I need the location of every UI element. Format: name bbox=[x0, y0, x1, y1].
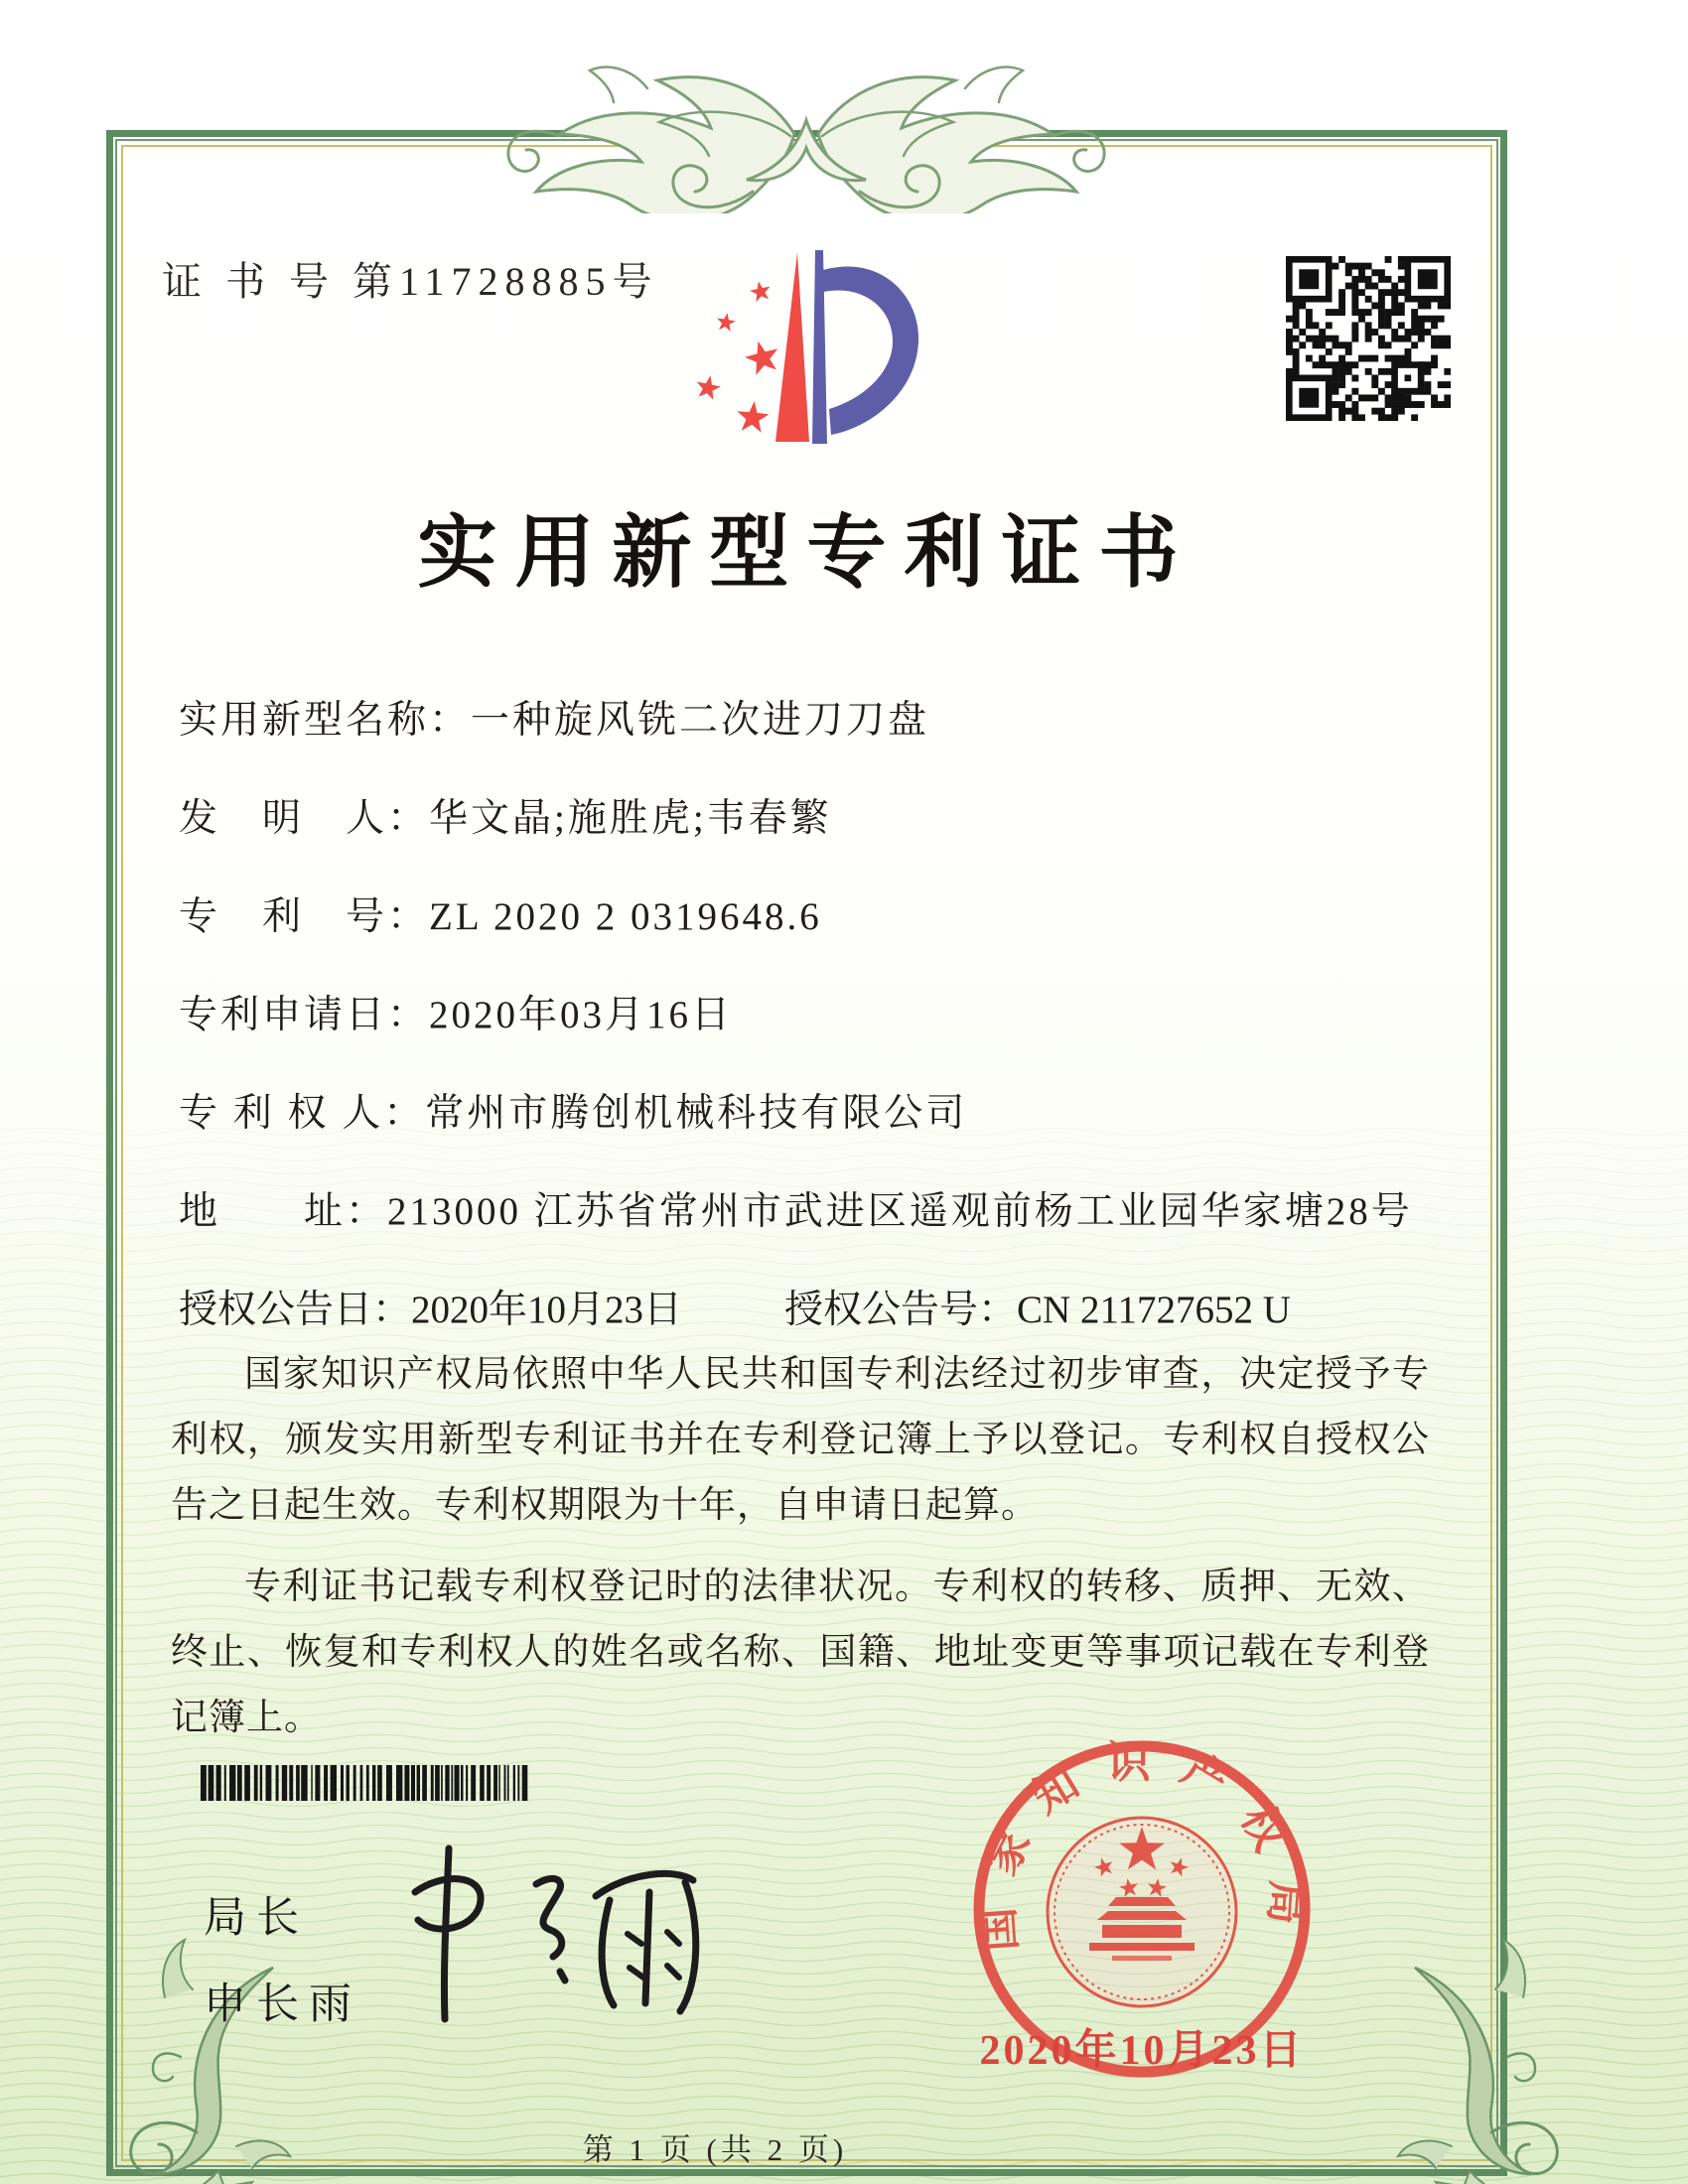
cnipa-patent-logo-icon bbox=[682, 246, 928, 463]
field-row-name bbox=[179, 689, 1450, 787]
field-value: 一种旋风铣二次进刀刀盘 bbox=[471, 699, 930, 742]
field-value: 2020年03月16日 bbox=[429, 994, 734, 1036]
qr-code bbox=[1286, 256, 1451, 421]
field-value: 213000 江苏省常州市武进区遥观前杨工业园华家塘28号 bbox=[387, 1190, 1413, 1233]
field-row-patent-number bbox=[179, 886, 1450, 984]
field-row-inventors bbox=[179, 787, 1450, 886]
seal-ring-text: 国家知识产权局 bbox=[971, 1738, 1313, 1954]
field-list bbox=[179, 689, 1450, 1377]
field-row-address bbox=[179, 1180, 1450, 1279]
seal-date: 2020年10月23日 bbox=[979, 2028, 1305, 2074]
page-title: 实用新型专利证书 bbox=[417, 510, 1196, 598]
field-label: 专利申请日： bbox=[179, 994, 430, 1036]
field-row-patentee bbox=[179, 1082, 1450, 1180]
legal-paragraph-1: 国家知识产权局依照中华人民共和国专利法经过初步审查，决定授予专利权，颁发实用新型专利证书并在专利登记簿上予以登记。专利权自授权公告之日起生效。专利权期限为十年，自申请日起算。 bbox=[171, 1354, 1430, 1526]
signature-handwriting-icon bbox=[385, 1835, 723, 2023]
field-row-filing-date bbox=[179, 984, 1450, 1082]
signatory-block bbox=[204, 1884, 361, 2057]
barcode bbox=[199, 1765, 530, 1801]
field-label: 专 利 号： bbox=[179, 895, 430, 938]
field-value: 常州市腾创机械科技有限公司 bbox=[425, 1092, 968, 1135]
grant-number-value: CN 211727652 U bbox=[1017, 1289, 1291, 1331]
corner-flourish-right-icon bbox=[1340, 1938, 1618, 2184]
legal-paragraph-2: 专利证书记载专利权登记时的法律状况。专利权的转移、质押、无效、终止、恢复和专利权人的姓名或名称、国籍、地址变更等事项记载在专利登记簿上。 bbox=[171, 1567, 1430, 1738]
grant-date bbox=[179, 1279, 682, 1334]
field-value: ZL 2020 2 0319648.6 bbox=[429, 895, 822, 938]
field-label: 地 址： bbox=[179, 1190, 388, 1233]
grant-number bbox=[784, 1279, 1291, 1334]
field-label: 专 利 权 人： bbox=[179, 1092, 426, 1135]
field-label: 发 明 人： bbox=[179, 797, 430, 840]
grant-number-label: 授权公告号： bbox=[784, 1289, 1018, 1331]
field-label: 实用新型名称： bbox=[179, 699, 472, 742]
page-footer: 第 1 页 (共 2 页) bbox=[582, 2132, 848, 2167]
field-value: 华文晶;施胜虎;韦春繁 bbox=[429, 797, 832, 840]
certificate-number: 证 书 号 第11728885号 bbox=[162, 259, 659, 304]
grant-date-label: 授权公告日： bbox=[179, 1289, 412, 1331]
legal-text-block bbox=[171, 1342, 1430, 1767]
grant-date-value: 2020年10月23日 bbox=[411, 1289, 683, 1331]
signatory-title: 局长 bbox=[204, 1894, 309, 1942]
signatory-name: 申长雨 bbox=[204, 1980, 361, 2028]
top-flourish-ornament-icon bbox=[429, 55, 1184, 213]
